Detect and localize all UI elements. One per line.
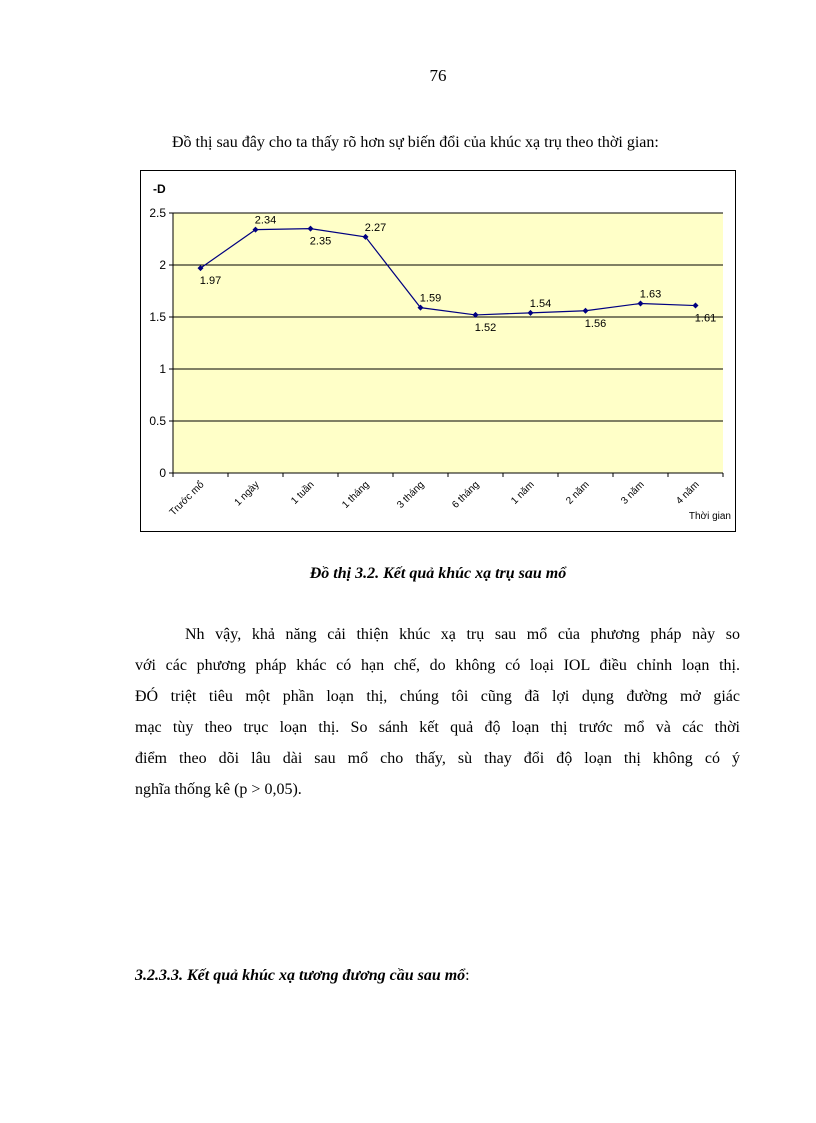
body-paragraph bbox=[135, 619, 740, 805]
data-label: 1.63 bbox=[639, 288, 662, 301]
paragraph-line: mạc tùy theo trục loạn thị. So sánh kết quả độ loạn thị trước mổ và các thời bbox=[135, 719, 740, 736]
y-tick-label: 0 bbox=[159, 466, 166, 480]
chart-caption: Đồ thị 3.2. Kết quả khúc xạ trụ sau mổ bbox=[309, 565, 567, 582]
page-number: 76 bbox=[429, 66, 447, 85]
x-tick-label: 4 năm bbox=[674, 479, 702, 507]
x-tick-label: 6 tháng bbox=[450, 479, 482, 511]
y-tick-label: 0.5 bbox=[149, 414, 166, 428]
y-tick-label: 2.5 bbox=[149, 206, 166, 220]
data-label: 1.54 bbox=[529, 297, 552, 310]
data-label: 1.52 bbox=[474, 321, 497, 334]
paragraph-line: với các phương pháp khác có hạn chế, do không có loại IOL điều chỉnh loạn thị. bbox=[135, 657, 740, 674]
plot-area bbox=[173, 213, 723, 473]
paragraph-line: Nh vậy, khả năng cải thiện khúc xạ trụ sau mổ của phương pháp này so bbox=[185, 626, 740, 643]
section-heading-text: 3.2.3.3. Kết quả khúc xạ tương đương cầu sau mổ bbox=[135, 967, 466, 984]
data-label: 2.35 bbox=[309, 235, 332, 248]
x-tick-label: 3 tháng bbox=[395, 479, 427, 511]
x-tick-label: 1 năm bbox=[509, 479, 537, 507]
chart-container bbox=[140, 170, 736, 532]
data-label: 1.59 bbox=[419, 292, 442, 305]
x-tick-label: 2 năm bbox=[564, 479, 592, 507]
x-tick-label: 1 ngày bbox=[232, 479, 262, 509]
y-tick-label: 1.5 bbox=[149, 310, 166, 324]
paragraph-line: ĐÓ triệt tiêu một phần loạn thị, chúng tôi cũng đã lợi dụng đường mở giác bbox=[135, 688, 740, 705]
x-tick-label: 3 năm bbox=[619, 479, 647, 507]
paragraph-line: điểm theo dõi lâu dài sau mổ cho thấy, sù thay đổi độ loạn thị không có ý bbox=[135, 750, 740, 767]
x-tick-label: 1 tháng bbox=[340, 479, 372, 511]
paragraph-line: nghĩa thống kê (p > 0,05). bbox=[135, 781, 302, 798]
data-label: 1.97 bbox=[199, 275, 222, 288]
y-axis-label: -D bbox=[153, 182, 166, 196]
y-tick-label: 1 bbox=[159, 362, 166, 376]
data-label: 1.61 bbox=[694, 312, 717, 325]
x-tick-label: 1 tuần bbox=[289, 479, 317, 507]
data-label: 1.56 bbox=[584, 317, 607, 330]
x-axis-label: Thời gian bbox=[688, 511, 731, 522]
data-label: 2.34 bbox=[254, 214, 277, 227]
intro-text: Đồ thị sau đây cho ta thấy rõ hơn sự biến đổi của khúc xạ trụ theo thời gian: bbox=[172, 134, 659, 151]
line-chart bbox=[141, 171, 737, 533]
y-tick-label: 2 bbox=[159, 258, 166, 272]
section-heading-colon: : bbox=[465, 967, 470, 984]
x-tick-label: Trước mổ bbox=[167, 479, 207, 519]
data-label: 2.27 bbox=[364, 221, 387, 234]
section-heading bbox=[135, 967, 470, 985]
